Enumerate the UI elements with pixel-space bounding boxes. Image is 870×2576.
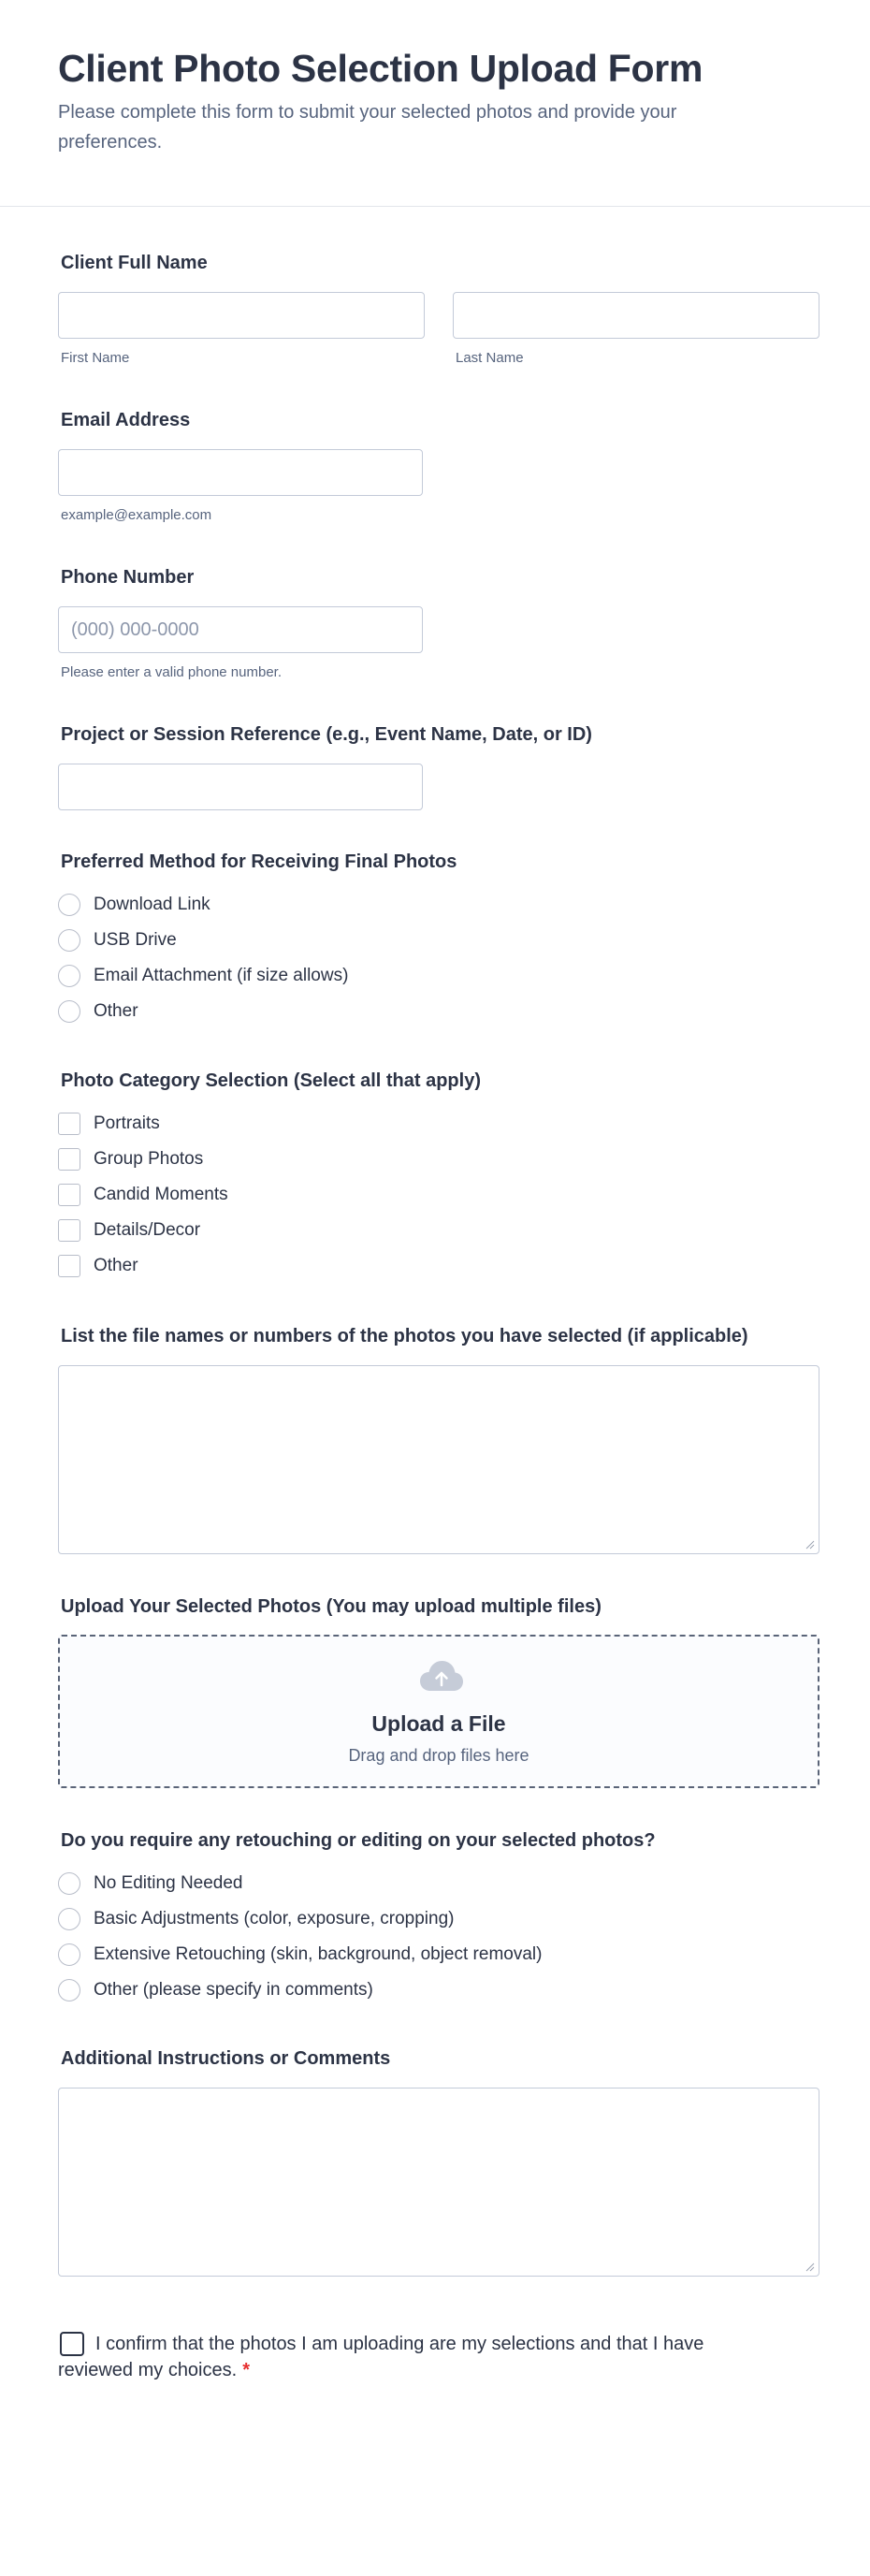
editing-label: Do you require any retouching or editing on your selected photos? [61,1830,656,1851]
first-name-sublabel: First Name [61,350,130,366]
cloud-upload-icon [419,1659,464,1693]
resize-grip-icon[interactable] [805,1540,815,1550]
phone-input[interactable] [59,607,422,652]
radio-button[interactable] [58,1872,80,1895]
last-name-input[interactable] [454,293,819,338]
project-reference-field[interactable] [58,764,423,810]
delivery-option[interactable] [58,998,138,1025]
option-label: Candid Moments [94,1185,228,1204]
form-subtitle: Please complete this form to submit your selected photos and provide your preferences. [58,102,677,153]
radio-button[interactable] [58,929,80,952]
delivery-method-label: Preferred Method for Receiving Final Photos [61,851,457,872]
phone-sublabel: Please enter a valid phone number. [61,664,282,680]
option-label: Basic Adjustments (color, exposure, cropping) [94,1909,455,1928]
upload-title: Upload a File [371,1711,506,1736]
resize-grip-icon[interactable] [805,2263,815,2272]
radio-button[interactable] [58,1000,80,1023]
category-option[interactable] [58,1146,203,1172]
category-option[interactable] [58,1253,138,1279]
checkbox[interactable] [58,1255,80,1277]
form-title: Client Photo Selection Upload Form [58,47,703,90]
upload-label: Upload Your Selected Photos (You may upload multiple files) [61,1596,602,1617]
delivery-option[interactable] [58,963,348,989]
radio-button[interactable] [58,1979,80,2001]
checkbox[interactable] [58,1148,80,1171]
email-label: Email Address [61,410,191,430]
project-reference-input[interactable] [59,764,422,809]
first-name-input[interactable] [59,293,424,338]
client-name-label: Client Full Name [61,253,208,273]
project-reference-label: Project or Session Reference (e.g., Event Name, Date, or ID) [61,724,592,745]
upload-subtitle: Drag and drop files here [348,1746,529,1765]
delivery-option[interactable] [58,892,210,918]
phone-field[interactable] [58,606,423,653]
radio-button[interactable] [58,1908,80,1930]
email-input[interactable] [59,450,422,495]
option-label: Extensive Retouching (skin, background, object removal) [94,1944,543,1964]
option-label: Other (please specify in comments) [94,1980,373,2000]
category-selection-label: Photo Category Selection (Select all that apply) [61,1070,481,1091]
delivery-option[interactable] [58,927,177,953]
option-label: Other [94,1256,138,1275]
category-option[interactable] [58,1111,160,1137]
last-name-field[interactable] [453,292,819,339]
option-label: No Editing Needed [94,1873,243,1893]
category-option[interactable] [58,1217,200,1244]
option-label: Details/Decor [94,1220,201,1240]
first-name-field[interactable] [58,292,425,339]
confirm-statement [58,2331,713,2383]
editing-option[interactable] [58,1977,373,2003]
option-label: Other [94,1001,138,1021]
email-sublabel: example@example.com [61,507,212,523]
checkbox[interactable] [58,1184,80,1206]
comments-label: Additional Instructions or Comments [61,2048,391,2069]
file-upload-dropzone[interactable] [58,1635,819,1788]
email-field[interactable] [58,449,423,496]
checkbox[interactable] [58,1113,80,1135]
option-label: Download Link [94,895,210,914]
radio-button[interactable] [58,1943,80,1966]
option-label: USB Drive [94,930,177,950]
required-marker: * [242,2360,250,2380]
phone-label: Phone Number [61,567,195,588]
category-option[interactable] [58,1182,228,1208]
option-label: Email Attachment (if size allows) [94,966,349,985]
confirm-text: I confirm that the photos I am uploading are my selections and that I have reviewed my choices. [58,2334,704,2380]
comments-textarea[interactable] [58,2088,819,2277]
option-label: Group Photos [94,1149,204,1169]
file-list-textarea[interactable] [58,1365,819,1554]
checkbox[interactable] [58,1219,80,1242]
radio-button[interactable] [58,894,80,916]
file-list-label: List the file names or numbers of the photos you have selected (if applicable) [61,1326,748,1346]
editing-option[interactable] [58,1870,243,1897]
editing-option[interactable] [58,1906,454,1932]
form-header [0,0,870,207]
editing-option[interactable] [58,1942,542,1968]
option-label: Portraits [94,1113,160,1133]
radio-button[interactable] [58,965,80,987]
last-name-sublabel: Last Name [456,350,524,366]
